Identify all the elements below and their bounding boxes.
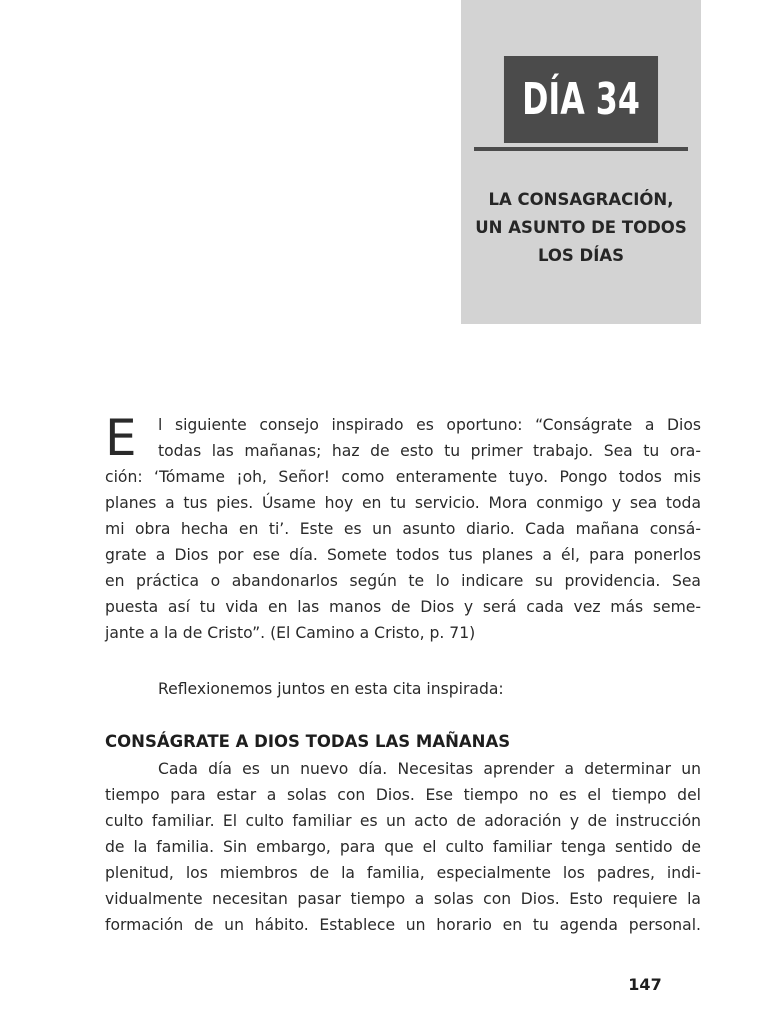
section-paragraph [105,756,701,938]
paragraph-line: de la familia. Sin embargo, para que el culto familiar tenga sentido de [105,838,701,856]
day-label-underline [474,147,688,151]
paragraph-line: l siguiente consejo inspirado es oportuno: “Conságrate a Dios [158,416,701,434]
paragraph-line: en práctica o abandonarlos según te lo indicare su providencia. Sea [105,572,701,590]
paragraph-line: puesta así tu vida en las manos de Dios y será cada vez más seme- [105,598,701,616]
paragraph-line: grate a Dios por ese día. Somete todos tus planes a él, para ponerlos [105,546,701,564]
paragraph-line: todas las mañanas; haz de esto tu primer trabajo. Sea tu ora- [158,442,701,460]
paragraph-line: planes a tus pies. Úsame hoy en tu servicio. Mora conmigo y sea toda [105,494,701,512]
paragraph-line: formación de un hábito. Establece un horario en tu agenda personal. [105,916,701,934]
section-heading: CONSÁGRATE A DIOS TODAS LAS MAÑANAS [105,732,511,751]
chapter-title-line: LA CONSAGRACIÓN, [488,190,674,209]
drop-cap: E [105,409,137,467]
paragraph-line: plenitud, los miembros de la familia, especialmente los padres, indi- [105,864,701,882]
paragraph-line: vidualmente necesitan pasar tiempo a solas con Dios. Esto requiere la [105,890,701,908]
chapter-header-box [461,0,701,324]
chapter-title [461,186,701,270]
paragraph-line: Reflexionemos juntos en esta cita inspirada: [158,680,504,698]
paragraph-line: Cada día es un nuevo día. Necesitas aprender a determinar un [158,760,701,778]
chapter-title-line: UN ASUNTO DE TODOS [475,218,687,237]
reflection-paragraph [105,676,701,702]
opening-paragraph [105,409,701,646]
paragraph-line: culto familiar. El culto familiar es un acto de adoración y de instrucción [105,812,701,830]
paragraph-line: jante a la de Cristo”. (El Camino a Cristo, p. 71) [105,624,476,642]
day-label: DÍA 34 [504,56,658,143]
paragraph-line: ción: ‘Tómame ¡oh, Señor! como enteramente tuyo. Pongo todos mis [105,468,701,486]
paragraph-line: mi obra hecha en ti’. Este es un asunto diario. Cada mañana consá- [105,520,701,538]
page-number: 147 [628,975,662,994]
chapter-title-line: LOS DÍAS [537,246,625,265]
paragraph-line: tiempo para estar a solas con Dios. Ese tiempo no es el tiempo del [105,786,701,804]
